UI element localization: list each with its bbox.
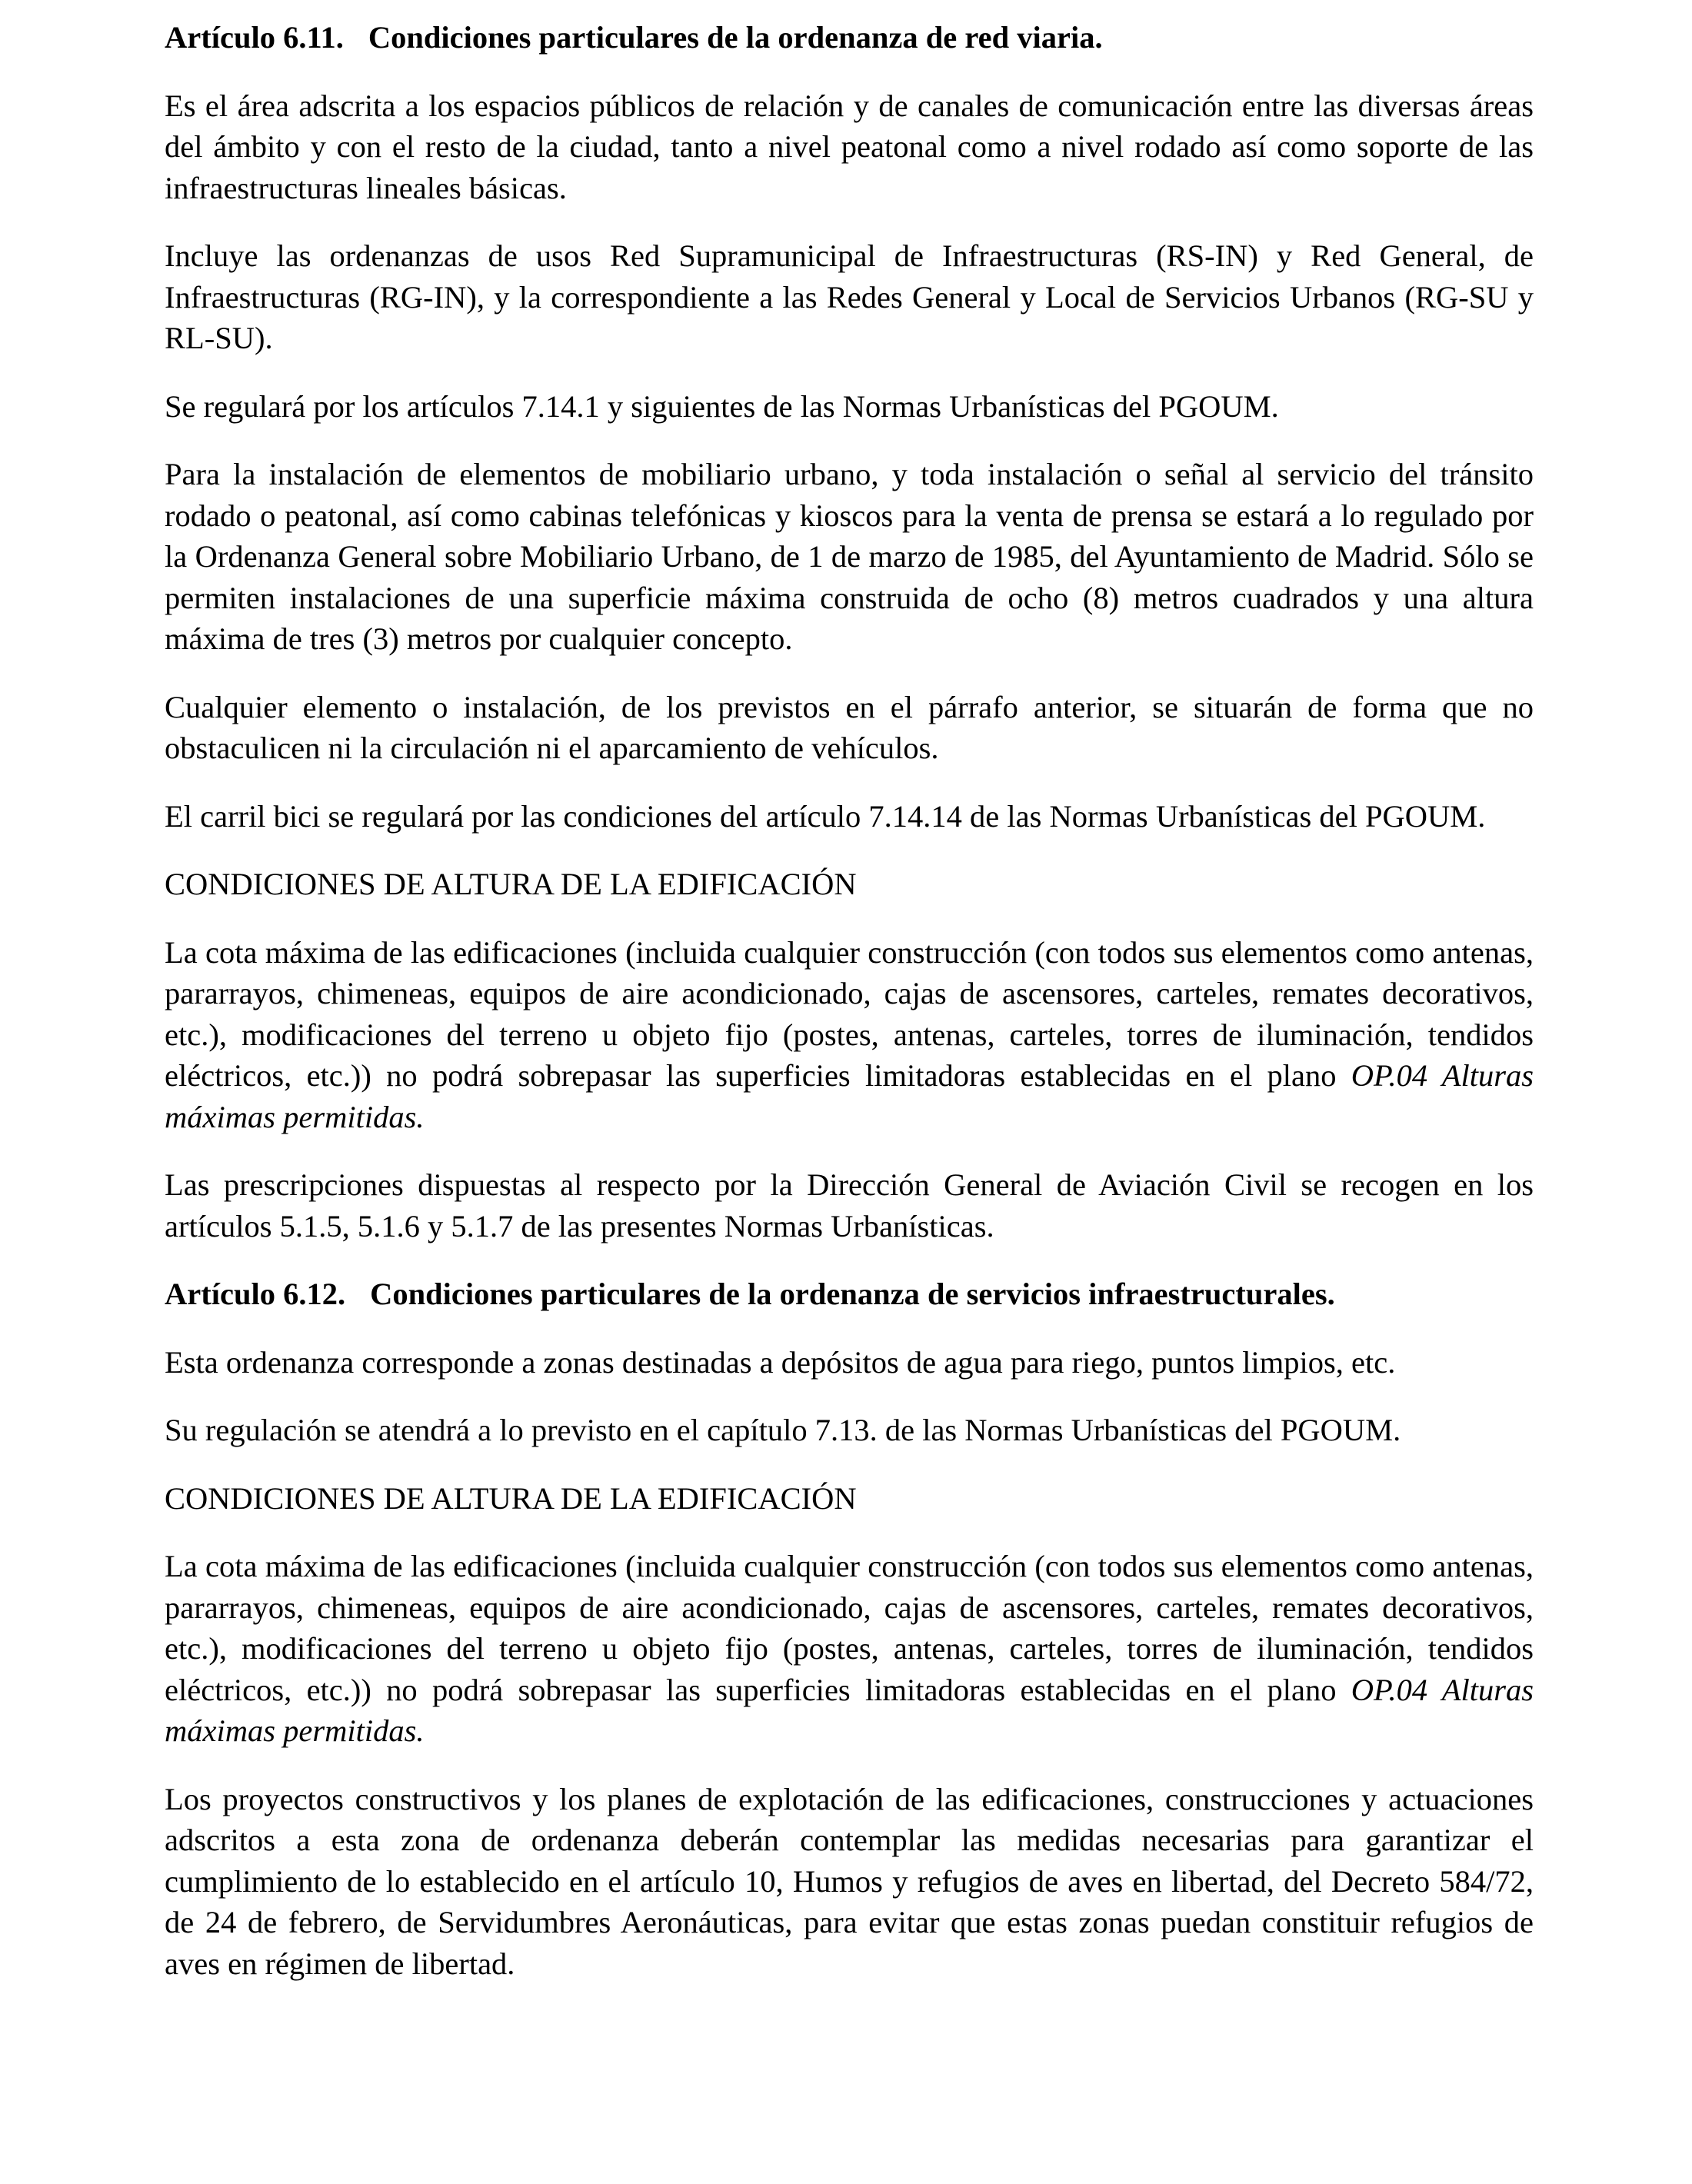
article-6-12-paragraph-3: [165, 1546, 1534, 1752]
article-6-11-section-heading: CONDICIONES DE ALTURA DE LA EDIFICACIÓN: [165, 867, 857, 901]
article-6-11-paragraph-8: Las prescripciones dispuestas al respecto por la Dirección General de Aviación Civil se recogen en los artículos 5.1.5, 5.1.6 y 5.1.7 de las presentes Normas Urbanísticas.: [165, 1167, 1534, 1243]
article-6-11-paragraph-2: Incluye las ordenanzas de usos Red Supramunicipal de Infraestructuras (RS-IN) y Red General, de Infraestructuras (RG-IN), y la correspondiente a las Redes General y Local de Servicios Urbanos (RG-SU y RL-SU).: [165, 238, 1534, 355]
article-6-12-plan-reference: OP.04 Alturas máximas permitidas.: [165, 1672, 1534, 1748]
article-6-11-paragraph-4: Para la instalación de elementos de mobiliario urbano, y toda instalación o señal al servicio del tránsito rodado o peatonal, así como cabinas telefónicas y kioscos para la venta de prensa se estará a lo regulado por la Ordenanza General sobre Mobiliario Urbano, de 1 de marzo de 1985, del Ayuntamiento de Madrid. Sólo se permiten instalaciones de una superficie máxima construida de ocho (8) metros cuadrados y una altura máxima de tres (3) metros por cualquier concepto.: [165, 457, 1534, 656]
article-6-11-title: Condiciones particulares de la ordenanza de red viaria.: [368, 20, 1103, 55]
article-6-12-number: Artículo 6.12.: [165, 1277, 346, 1311]
article-6-11-paragraph-1: Es el área adscrita a los espacios públicos de relación y de canales de comunicación entre las diversas áreas del ámbito y con el resto de la ciudad, tanto a nivel peatonal como a nivel rodado así como soporte de las infraestructuras lineales básicas.: [165, 88, 1534, 205]
article-6-12-paragraph-2: Su regulación se atendrá a lo previsto en el capítulo 7.13. de las Normas Urbanísticas del PGOUM.: [165, 1413, 1401, 1447]
article-6-11-paragraph-7: [165, 932, 1534, 1138]
article-6-11-number: Artículo 6.11.: [165, 20, 344, 55]
article-6-11-paragraph-6: El carril bici se regulará por las condiciones del artículo 7.14.14 de las Normas Urbanísticas del PGOUM.: [165, 798, 1486, 834]
article-6-11-plan-reference: OP.04 Alturas máximas permitidas.: [165, 1058, 1534, 1134]
article-6-12-title: Condiciones particulares de la ordenanza de servicios infraestructurales.: [370, 1277, 1335, 1311]
article-6-11-paragraph-5: Cualquier elemento o instalación, de los previstos en el párrafo anterior, se situarán de forma que no obstaculicen ni la circulación ni el aparcamiento de vehículos.: [165, 689, 1534, 765]
article-6-12-paragraph-3-text: La cota máxima de las edificaciones (incluida cualquier construcción (con todos sus elementos como antenas, pararrayos, chimeneas, equipos de aire acondicionado, cajas de ascensores, carteles, remates decorativos, etc.), modificaciones del terreno u objeto fijo (postes, antenas, carteles, torres de iluminación, tendidos eléctricos, etc.)) no podrá sobrepasar las superficies limitadoras establecidas en el plano: [165, 1549, 1534, 1707]
article-6-12-heading: [165, 1273, 1534, 1315]
article-6-11-paragraph-3: Se regulará por los artículos 7.14.1 y siguientes de las Normas Urbanísticas del PGOUM.: [165, 388, 1279, 424]
document-page: [165, 17, 1534, 2011]
article-6-12-paragraph-4: Los proyectos constructivos y los planes de explotación de las edificaciones, construcciones y actuaciones adscritos a esta zona de ordenanza deberán contemplar las medidas necesarias para garantizar el cumplimiento de lo establecido en el artículo 10, Humos y refugios de aves en libertad, del Decreto 584/72, de 24 de febrero, de Servidumbres Aeronáuticas, para evitar que estas zonas puedan constituir refugios de aves en régimen de libertad.: [165, 1781, 1534, 1981]
article-6-12-section-heading: CONDICIONES DE ALTURA DE LA EDIFICACIÓN: [165, 1480, 857, 1516]
article-6-11-heading: [165, 17, 1534, 58]
article-6-12-paragraph-1: Esta ordenanza corresponde a zonas destinadas a depósitos de agua para riego, puntos limpios, etc.: [165, 1344, 1396, 1380]
article-6-11-paragraph-7-text: La cota máxima de las edificaciones (incluida cualquier construcción (con todos sus elementos como antenas, pararrayos, chimeneas, equipos de aire acondicionado, cajas de ascensores, carteles, remates decorativos, etc.), modificaciones del terreno u objeto fijo (postes, antenas, carteles, torres de iluminación, tendidos eléctricos, etc.)) no podrá sobrepasar las superficies limitadoras establecidas en el plano: [165, 934, 1534, 1093]
